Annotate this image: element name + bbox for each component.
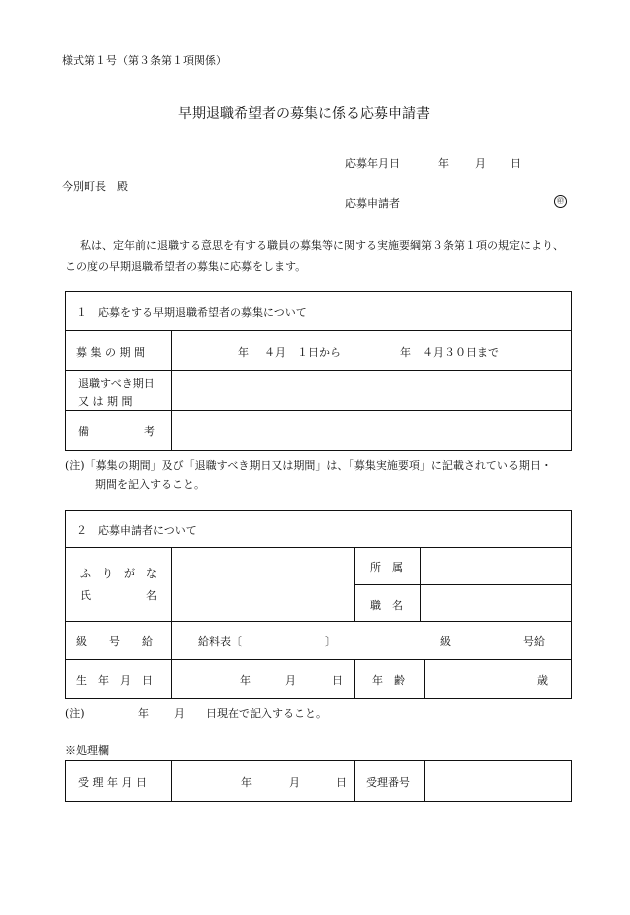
age-unit: 歳 xyxy=(537,674,548,687)
section1-heading: １ 応募をする早期退職希望者の募集について xyxy=(76,306,307,319)
birth-day: 日 xyxy=(332,674,343,687)
section2-note-month: 月 xyxy=(174,707,185,720)
age-label: 年 齢 xyxy=(372,674,405,687)
seal-icon: ㊞ xyxy=(554,195,567,208)
page-title: 早期退職希望者の募集に係る応募申請書 xyxy=(178,106,430,122)
salary-table-label: 給料表〔 xyxy=(198,635,242,648)
period-from: ４月 １日から xyxy=(264,346,341,359)
period-label: 募 集 の 期 間 xyxy=(76,346,145,359)
application-date-month: 月 xyxy=(475,157,486,170)
period-to-year: 年 xyxy=(400,346,411,359)
intro-line-1: 私は、定年前に退職する意思を有する職員の募集等に関する実施要綱第３条第１項の規定により、 xyxy=(80,239,564,252)
application-date-label: 応募年月日 xyxy=(345,157,400,170)
remarks-field[interactable] xyxy=(174,413,569,448)
application-date-year: 年 xyxy=(438,157,449,170)
section1-note-line-2: 期間を記入すること。 xyxy=(95,478,205,491)
section2-note-year: 年 xyxy=(138,707,149,720)
retire-label-line-1: 退職すべき期日 xyxy=(78,377,155,390)
grade-label: 級 号 給 xyxy=(76,635,153,648)
name-label: 氏 名 xyxy=(80,589,157,602)
section2-note-prefix: (注) xyxy=(65,707,85,720)
received-number-label: 受理番号 xyxy=(366,776,410,789)
applicant-label: 応募申請者 xyxy=(345,197,400,210)
period-from-year: 年 xyxy=(238,346,249,359)
remarks-label: 備 考 xyxy=(78,425,155,438)
received-date-label: 受 理 年 月 日 xyxy=(78,776,147,789)
received-day: 日 xyxy=(336,776,347,789)
retire-label-line-2: 又 は 期 間 xyxy=(78,395,133,408)
received-number-field[interactable] xyxy=(427,763,569,799)
received-month: 月 xyxy=(289,776,300,789)
birth-month: 月 xyxy=(285,674,296,687)
processing-heading: ※処理欄 xyxy=(65,744,109,757)
section1-note-line-1: (注)「募集の期間」及び「退職すべき期日又は期間」は、「募集実施要項」に記載されている期日・ xyxy=(65,459,552,472)
step-unit: 号給 xyxy=(523,635,545,648)
application-date-day: 日 xyxy=(510,157,521,170)
birth-year: 年 xyxy=(240,674,251,687)
section2-heading: ２ 応募申請者について xyxy=(76,524,197,537)
grade-unit: 級 xyxy=(440,635,451,648)
affiliation-label: 所 属 xyxy=(370,561,403,574)
form-number: 様式第１号（第３条第１項関係） xyxy=(62,54,227,67)
retire-date-field[interactable] xyxy=(174,373,569,408)
birth-label: 生 年 月 日 xyxy=(76,674,153,687)
period-to: ４月３０日まで xyxy=(422,346,499,359)
name-field[interactable] xyxy=(174,550,352,619)
addressee: 今別町長 殿 xyxy=(62,180,128,193)
affiliation-field[interactable] xyxy=(423,550,569,582)
furigana-label: ふ り が な xyxy=(80,567,157,580)
salary-table-close: 〕 xyxy=(325,635,336,648)
position-field[interactable] xyxy=(423,587,569,619)
received-year: 年 xyxy=(241,776,252,789)
position-label: 職 名 xyxy=(370,599,403,612)
section2-note-rest: 日現在で記入すること。 xyxy=(206,707,327,720)
intro-line-2: この度の早期退職希望者の募集に応募をします。 xyxy=(65,260,307,273)
